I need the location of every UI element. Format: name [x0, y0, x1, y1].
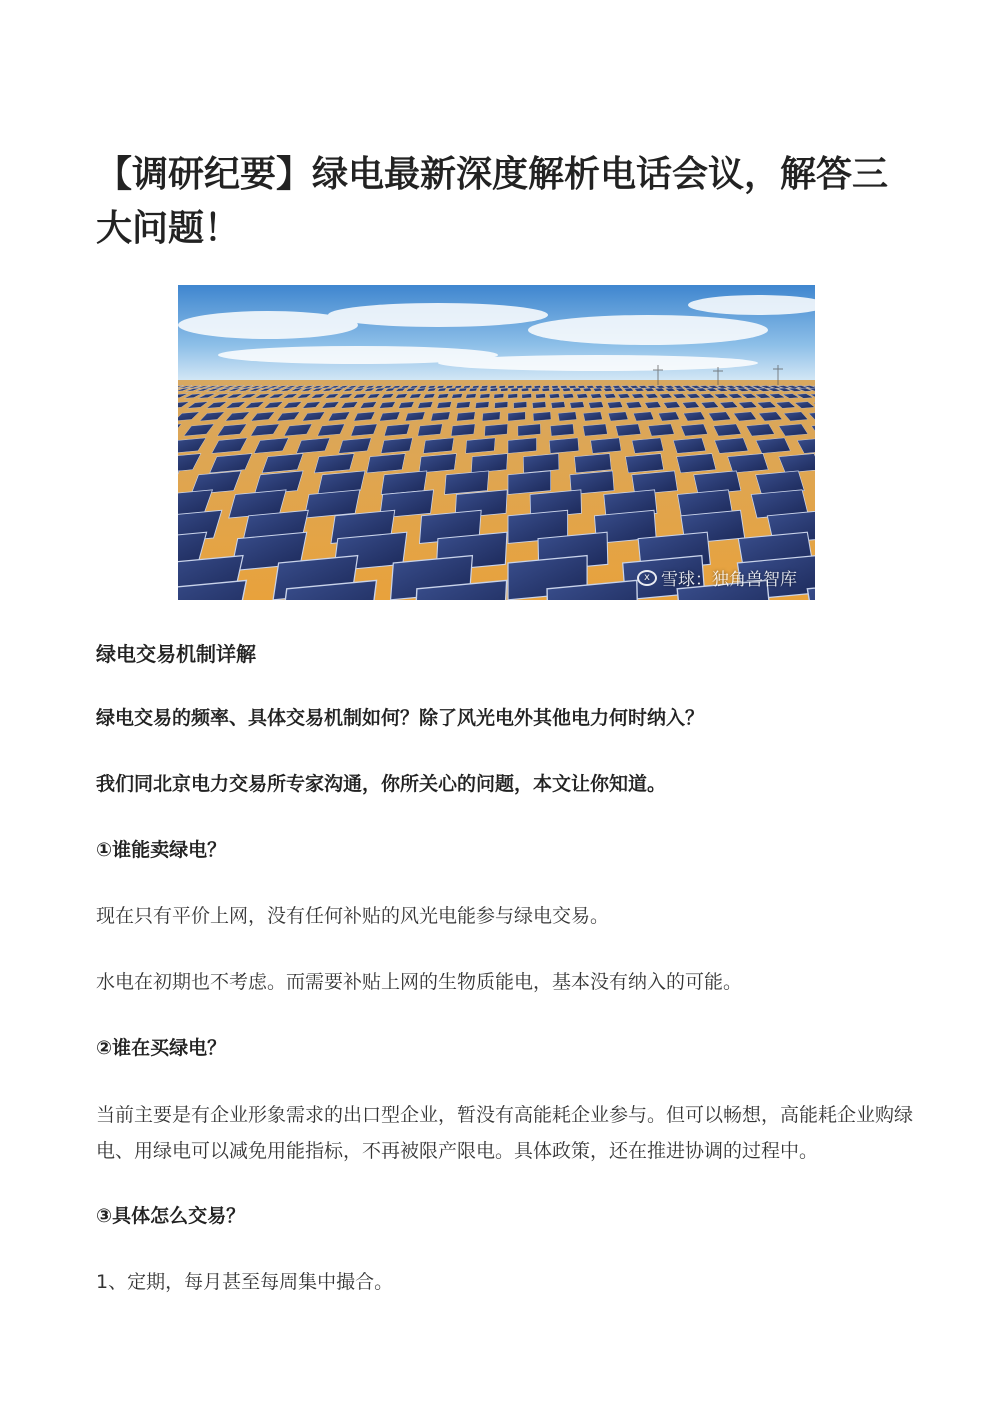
solar-panel	[658, 412, 679, 421]
solar-panel	[779, 454, 815, 473]
q3-list-item: 1、定期，每月甚至每周集中撮合。	[96, 1271, 394, 1293]
page-title: 【调研纪要】绿电最新深度解析电话会议，解答三大问题！	[96, 154, 889, 249]
solar-panel	[573, 388, 582, 391]
solar-panel	[508, 394, 517, 399]
solar-panel	[384, 424, 409, 436]
solar-panel	[648, 424, 674, 436]
solar-panel	[589, 402, 604, 409]
solar-panel	[551, 402, 565, 409]
solar-panel	[508, 412, 525, 421]
watermark-text: 雪球：独角兽智库	[661, 570, 797, 590]
q3-heading: ③具体怎么交易？	[96, 1205, 246, 1227]
solar-panel	[472, 386, 479, 389]
solar-panel	[485, 424, 508, 436]
solar-panel	[494, 394, 504, 399]
solar-panel	[445, 471, 489, 495]
solar-panel	[423, 438, 453, 453]
solar-panel	[525, 386, 531, 389]
solar-panel	[475, 402, 489, 409]
solar-panel	[339, 438, 371, 453]
q2-paragraph: 当前主要是有企业形象需求的出口型企业，暂没有高能耗企业参与。但可以畅想，高能耗企业购绿电、用绿电可以减免用能指标，不再被限产限电。具体政策，还在推进协调的过程中。	[96, 1104, 914, 1162]
solar-panel	[677, 454, 716, 473]
q1-heading: ①谁能卖绿电？	[96, 839, 227, 861]
solar-panel	[466, 394, 476, 399]
solar-panel	[542, 388, 550, 391]
solar-panel	[523, 454, 559, 473]
solar-panel	[508, 386, 514, 389]
solar-panel	[590, 394, 601, 399]
q1-paragraph: 现在只有平价上网，没有任何补贴的风光电能参与绿电交易。	[96, 905, 610, 927]
solar-panel	[673, 438, 705, 453]
solar-panel	[463, 386, 470, 389]
solar-panel	[574, 454, 611, 473]
solar-panel	[499, 386, 505, 389]
solar-panel	[583, 388, 592, 391]
solar-panel	[756, 438, 790, 453]
solar-panel	[452, 394, 463, 399]
solar-panel	[431, 412, 450, 421]
solar-panel	[511, 388, 518, 391]
solar-panel	[552, 388, 560, 391]
solar-panel	[562, 388, 570, 391]
solar-panel	[501, 388, 508, 391]
solar-panel	[508, 438, 536, 453]
solar-panel	[522, 394, 532, 399]
solar-panel	[543, 386, 550, 389]
solar-panel	[583, 424, 607, 436]
solar-panel	[569, 386, 576, 389]
solar-panel	[604, 394, 616, 399]
solar-panel	[714, 424, 741, 436]
solar-panel	[616, 424, 641, 436]
solar-panel	[583, 412, 602, 421]
solar-panel	[490, 388, 497, 391]
solar-panel	[508, 471, 551, 495]
lead-answer: 我们同北京电力交易所专家沟通，你所关心的问题，本文让你知道。	[96, 773, 667, 795]
solar-panel	[437, 402, 452, 409]
solar-panel	[633, 412, 653, 421]
solar-panel	[517, 386, 523, 389]
solar-panel	[380, 412, 400, 421]
solar-panel	[480, 394, 490, 399]
solar-panel	[626, 454, 664, 473]
solar-panel	[367, 454, 406, 473]
solar-panel	[550, 424, 574, 436]
solar-panel	[563, 394, 574, 399]
solar-panel	[514, 402, 527, 409]
solar-panel	[451, 424, 475, 436]
solar-panel	[607, 402, 622, 409]
solar-panel	[480, 388, 488, 391]
solar-panel	[626, 402, 642, 409]
solar-panel	[419, 454, 456, 473]
solar-panel	[490, 386, 496, 389]
solar-panel	[438, 394, 449, 399]
solar-panel	[495, 402, 508, 409]
solar-panel	[632, 438, 663, 453]
solar-panel	[570, 402, 584, 409]
solar-panel	[549, 438, 578, 453]
solar-panel	[456, 402, 470, 409]
xueqiu-logo-icon: x	[637, 570, 657, 586]
solar-panel	[558, 412, 576, 421]
solar-panel	[418, 402, 433, 409]
lead-question: 绿电交易的频率、具体交易机制如何？除了风光电外其他电力何时纳入？	[96, 707, 705, 729]
solar-panel	[314, 454, 354, 473]
solar-panel	[608, 412, 628, 421]
solar-panel	[715, 438, 748, 453]
solar-panel	[681, 424, 708, 436]
solar-panel	[728, 454, 769, 473]
q2-heading: ②谁在买绿电？	[96, 1037, 227, 1059]
solar-panel	[471, 454, 507, 473]
solar-panel	[304, 490, 360, 518]
solar-panel	[532, 388, 540, 391]
q1-paragraph: 水电在初期也不考虑。而需要补贴上网的生物质能电，基本没有纳入的可能。	[96, 971, 743, 993]
solar-farm-photo	[178, 285, 815, 600]
solar-panel	[418, 424, 443, 436]
solar-panel	[381, 438, 412, 453]
solar-panel	[534, 386, 541, 389]
solar-panel	[577, 394, 588, 399]
solar-panel	[518, 424, 541, 436]
image-watermark	[637, 565, 797, 590]
solar-panel	[533, 412, 551, 421]
solar-panel	[549, 394, 559, 399]
solar-panel	[591, 438, 621, 453]
hero-image	[178, 285, 815, 600]
solar-panel	[560, 386, 567, 389]
solar-panel	[469, 388, 477, 391]
solar-panel	[482, 412, 500, 421]
solar-panel	[521, 388, 528, 391]
solar-panel	[466, 438, 495, 453]
solar-panel	[481, 386, 488, 389]
solar-panel	[532, 402, 546, 409]
section-heading: 绿电交易机制详解	[96, 642, 256, 666]
solar-panel	[459, 388, 467, 391]
solar-panel	[457, 412, 475, 421]
solar-panel	[405, 412, 425, 421]
solar-panel	[552, 386, 559, 389]
solar-panel	[535, 394, 545, 399]
solar-panel	[448, 388, 456, 391]
